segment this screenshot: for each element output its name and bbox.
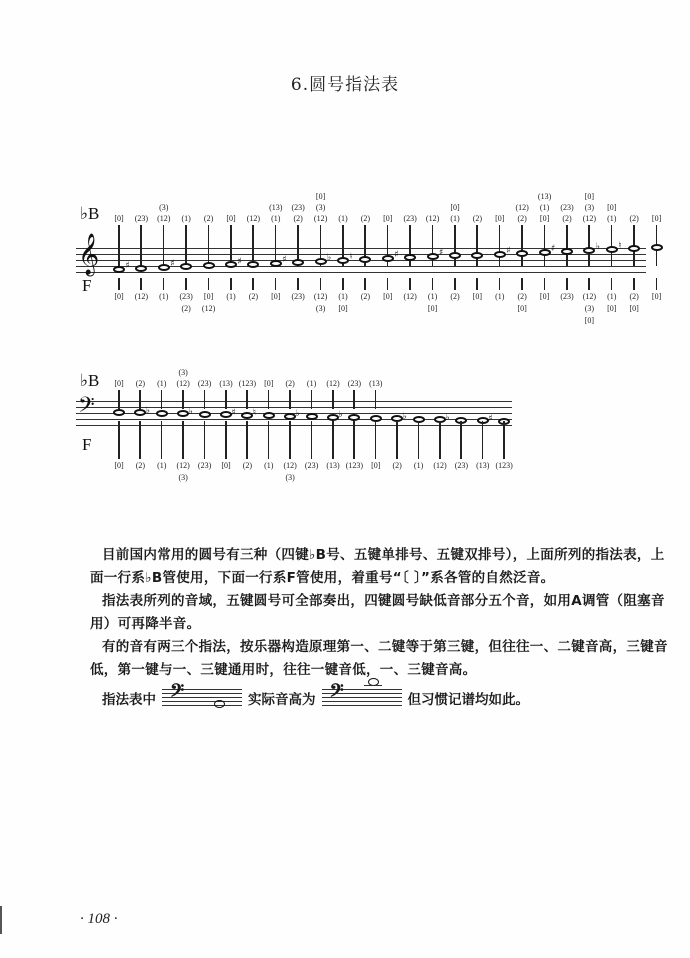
fingering-label-top: (2) xyxy=(629,214,639,223)
stem-bottom xyxy=(246,421,248,459)
fingering-label-bottom: (12) xyxy=(176,461,190,470)
whole-note-icon xyxy=(263,412,275,419)
whole-note-icon xyxy=(199,411,211,418)
paragraph-1: 目前国内常用的圆号有三种（四键♭B号、五键单排号、五键双排号），上面所列的指法表，上面一行系♭B管使用，下面一行系F管使用，着重号“〔 〕”系各管的自然泛音。 xyxy=(90,547,665,586)
stem-top xyxy=(332,390,334,409)
fingering-label-top: (12) xyxy=(313,214,328,223)
stem-bottom xyxy=(432,278,434,290)
stem-top xyxy=(118,390,120,409)
accidental-icon: ♯ xyxy=(125,261,130,271)
stem-bottom xyxy=(275,278,277,290)
stem-bottom xyxy=(139,421,141,459)
stem-top xyxy=(268,390,270,409)
whole-note-icon xyxy=(561,248,573,255)
fingering-label-top: (1) xyxy=(271,214,281,223)
whole-note-icon xyxy=(382,255,394,262)
fingering-label-top: (12) xyxy=(157,214,171,223)
key-label-bflat: ♭B xyxy=(80,371,100,390)
fingering-label-top: [0] xyxy=(315,192,326,201)
fingering-label-bottom: [0] xyxy=(383,292,393,301)
fingering-label-bottom: (1) xyxy=(226,292,236,301)
accidental-icon: ♯ xyxy=(282,255,287,265)
stem-bottom xyxy=(633,278,635,290)
fingering-chart-bass xyxy=(74,365,514,495)
stem-top xyxy=(225,390,227,409)
stem-bottom xyxy=(418,421,420,459)
stem-top xyxy=(588,225,590,266)
fingering-label-top: (3) xyxy=(315,203,326,212)
bass-clef-icon: 𝄢 xyxy=(170,681,185,706)
stem-bottom xyxy=(289,421,291,459)
whole-note-icon xyxy=(449,252,461,259)
fingering-label-top: (23) xyxy=(197,379,212,388)
fingering-label-top: (13) xyxy=(219,379,233,388)
fingering-label-top: (3) xyxy=(584,203,595,212)
accidental-icon: ♭ xyxy=(145,406,151,416)
accidental-icon: ♮ xyxy=(618,241,622,251)
page-title: 6.圆号指法表 xyxy=(290,75,400,95)
whole-note-icon xyxy=(315,258,327,265)
fingering-label-bottom: (12) xyxy=(313,292,328,301)
treble-clef-icon: 𝄞 xyxy=(78,234,100,275)
fingering-label-top: (13) xyxy=(369,379,383,388)
stem-top xyxy=(182,390,184,409)
fingering-label-top: (2) xyxy=(562,214,572,223)
fingering-label-bottom: (3) xyxy=(285,473,295,482)
fingering-label-top: (12) xyxy=(176,379,190,388)
stem-top xyxy=(566,225,568,266)
whole-note-icon xyxy=(651,244,663,251)
fingering-label-top: (123) xyxy=(238,379,257,388)
whole-note-icon xyxy=(225,261,237,268)
fingering-label-bottom: (3) xyxy=(315,304,326,313)
paragraph-3: 有的音有两三个指法，按乐器构造原理第一、二键等于第三键，但往往一、二键音高，三键音低，第一键与一、三键通用时，往往一键音低，一、三键音高。 xyxy=(90,639,668,678)
stem-bottom xyxy=(476,278,478,290)
stem-top xyxy=(353,390,355,409)
whole-note-icon xyxy=(494,251,506,258)
fingering-label-top: (1) xyxy=(539,203,550,212)
stem-bottom xyxy=(482,421,484,459)
whole-note-icon xyxy=(158,264,170,271)
fingering-label-bottom: (12) xyxy=(134,292,149,301)
accidental-icon: ♯ xyxy=(170,259,175,269)
accidental-icon: ♭ xyxy=(188,407,193,417)
fingering-label-bottom: [0] xyxy=(607,304,617,313)
accidental-icon: ♭ xyxy=(327,253,332,263)
stem-top xyxy=(118,225,120,266)
stem-top xyxy=(185,225,187,266)
accidental-icon: ♮ xyxy=(349,252,353,262)
accidental-icon: ♭ xyxy=(338,410,343,420)
example-text-1: 指法表中 xyxy=(102,692,156,708)
fingering-label-bottom: (123) xyxy=(495,461,513,470)
fingering-label-bottom: (2) xyxy=(392,461,402,470)
fingering-label-bottom: [0] xyxy=(114,461,124,470)
fingering-label-top: (12) xyxy=(246,214,261,223)
fingering-label-top: (23) xyxy=(347,379,362,388)
stem-top xyxy=(204,390,206,409)
fingering-label-bottom: [0] xyxy=(517,304,527,313)
fingering-label-bottom: (2) xyxy=(629,292,639,301)
fingering-label-top: (2) xyxy=(517,214,527,223)
body-text xyxy=(90,544,670,682)
stem-bottom xyxy=(208,278,210,290)
fingering-label-bottom: [0] xyxy=(629,304,639,313)
fingering-label-top: (12) xyxy=(326,379,340,388)
whole-note-icon xyxy=(113,266,125,273)
stem-bottom xyxy=(163,278,165,290)
stem-top xyxy=(454,225,456,266)
fingering-label-bottom: (1) xyxy=(338,292,348,301)
fingering-label-bottom: (2) xyxy=(360,292,371,301)
fingering-label-bottom: (1) xyxy=(495,292,505,301)
fingering-label-top: (12) xyxy=(425,214,440,223)
fingering-label-top: (23) xyxy=(560,203,574,212)
fingering-label-top: (12) xyxy=(515,203,529,212)
fingering-label-bottom: (23) xyxy=(179,292,193,301)
stem-bottom xyxy=(140,278,142,290)
accidental-icon: ♯ xyxy=(488,414,493,424)
stem-bottom xyxy=(588,278,590,290)
stem-bottom xyxy=(364,278,366,290)
fingering-label-top: (2) xyxy=(293,214,303,223)
stem-bottom xyxy=(342,278,344,290)
fingering-label-bottom: (23) xyxy=(291,292,305,301)
stem-bottom xyxy=(182,421,184,459)
stem-bottom xyxy=(387,278,389,290)
fingering-label-top: (2) xyxy=(135,379,146,388)
stem-top xyxy=(499,225,501,266)
stem-top xyxy=(476,225,478,266)
fingering-label-top: (2) xyxy=(285,379,295,388)
accidental-icon: ♯ xyxy=(551,244,556,254)
stem-bottom xyxy=(566,278,568,290)
stem-bottom xyxy=(656,278,658,290)
whole-note-icon xyxy=(606,246,618,253)
accidental-icon: ♯ xyxy=(237,257,242,267)
stem-top xyxy=(230,225,232,266)
fingering-label-bottom: (2) xyxy=(242,461,253,470)
accidental-icon: ♯ xyxy=(394,250,399,260)
ledger-line xyxy=(364,685,382,686)
fingering-label-top: (1) xyxy=(181,214,191,223)
stem-bottom xyxy=(225,421,227,459)
stem-top xyxy=(252,225,254,266)
fingering-label-bottom: (1) xyxy=(607,292,617,301)
stem-bottom xyxy=(611,278,613,290)
fingering-label-bottom: (23) xyxy=(197,461,212,470)
stem-bottom xyxy=(185,278,187,290)
stem-bottom xyxy=(521,278,523,290)
fingering-label-bottom: (2) xyxy=(135,461,146,470)
stem-bottom xyxy=(499,278,501,290)
whole-note-icon xyxy=(113,409,125,416)
fingering-label-bottom: (1) xyxy=(157,461,167,470)
key-label-f: F xyxy=(82,435,92,454)
fingering-label-top: [0] xyxy=(450,203,460,212)
stem-bottom xyxy=(454,278,456,290)
stem-bottom xyxy=(297,278,299,290)
whole-note-icon xyxy=(270,260,282,267)
fingering-label-top: (3) xyxy=(159,203,169,212)
fingering-label-bottom: (2) xyxy=(450,292,460,301)
fingering-label-bottom: (23) xyxy=(454,461,469,470)
fingering-label-top: [0] xyxy=(539,214,550,223)
fingering-label-top: [0] xyxy=(264,379,274,388)
stem-bottom xyxy=(396,421,398,459)
stem-top xyxy=(311,390,313,409)
fingering-label-bottom: (3) xyxy=(584,304,595,313)
whole-note-icon xyxy=(539,249,551,256)
fingering-label-bottom: (1) xyxy=(264,461,274,470)
stem-top xyxy=(161,390,163,409)
accidental-icon: ♭ xyxy=(295,409,300,419)
paragraph-2: 指法表所列的音域，五键圆号可全部奏出，四键圆号缺低音部分五个音，如用A调管（阻塞音用）可再降半音。 xyxy=(90,593,665,632)
fingering-label-top: (2) xyxy=(360,214,371,223)
fingering-label-top: [0] xyxy=(114,379,124,388)
notation-example xyxy=(102,683,529,713)
stem-bottom xyxy=(375,421,377,459)
stem-top xyxy=(289,390,291,409)
stem-bottom xyxy=(118,421,120,459)
stem-top xyxy=(375,390,377,409)
accidental-icon: ♯ xyxy=(506,246,511,256)
mini-staff-written xyxy=(162,681,242,709)
stem-bottom xyxy=(268,421,270,459)
example-text-3: 但习惯记谱均如此。 xyxy=(407,692,529,708)
fingering-label-top: [0] xyxy=(651,214,662,223)
stem-bottom xyxy=(409,278,411,290)
fingering-label-bottom: (1) xyxy=(159,292,169,301)
stem-bottom xyxy=(118,278,120,290)
fingering-label-bottom: (2) xyxy=(181,304,191,313)
stem-top xyxy=(246,390,248,409)
fingering-label-bottom: (123) xyxy=(345,461,364,470)
stem-bottom xyxy=(320,278,322,290)
fingering-label-top: [0] xyxy=(495,214,505,223)
fingering-label-bottom: [0] xyxy=(203,292,214,301)
stem-bottom xyxy=(439,421,441,459)
fingering-label-bottom: (2) xyxy=(248,292,259,301)
fingering-label-bottom: (12) xyxy=(201,304,216,313)
fingering-label-bottom: (3) xyxy=(178,473,188,482)
fingering-label-top: (2) xyxy=(472,214,483,223)
stem-bottom xyxy=(161,421,163,459)
fingering-label-bottom: (13) xyxy=(326,461,340,470)
fingering-label-bottom: [0] xyxy=(472,292,483,301)
whole-note-icon xyxy=(156,410,168,417)
fingering-label-bottom: (1) xyxy=(427,292,438,301)
fingering-label-top: [0] xyxy=(114,214,124,223)
stem-bottom xyxy=(332,421,334,459)
fingering-label-top: (13) xyxy=(537,192,552,201)
stem-bottom xyxy=(230,278,232,290)
stem-top xyxy=(208,225,210,266)
whole-note-icon xyxy=(327,414,339,421)
fingering-label-bottom: [0] xyxy=(427,304,438,313)
fingering-label-top: (1) xyxy=(306,379,317,388)
stem-bottom xyxy=(204,421,206,459)
fingering-label-bottom: (1) xyxy=(413,461,424,470)
fingering-label-top: (1) xyxy=(157,379,167,388)
accidental-icon: ♭ xyxy=(595,242,601,252)
whole-note-icon xyxy=(427,253,439,260)
fingering-label-top: [0] xyxy=(607,203,617,212)
accidental-icon: ♯ xyxy=(231,408,236,418)
stem-top xyxy=(163,225,165,266)
stem-bottom xyxy=(503,421,505,459)
stem-top xyxy=(140,225,142,266)
fingering-label-bottom: [0] xyxy=(651,292,662,301)
fingering-label-bottom: (12) xyxy=(403,292,417,301)
whole-note-icon xyxy=(220,411,232,418)
stem-top xyxy=(544,225,546,266)
stem-bottom xyxy=(311,421,313,459)
accidental-icon: ♯ xyxy=(439,248,444,258)
fingering-label-top: (23) xyxy=(291,203,305,212)
fingering-label-bottom: [0] xyxy=(539,292,550,301)
fingering-label-bottom: [0] xyxy=(371,461,381,470)
stem-top xyxy=(139,390,141,409)
fingering-label-top: (2) xyxy=(203,214,214,223)
fingering-label-bottom: (12) xyxy=(283,461,297,470)
bass-clef-icon: 𝄢 xyxy=(329,681,344,706)
mini-staff-actual xyxy=(322,681,402,709)
fingering-label-top: (23) xyxy=(134,214,149,223)
whole-note-icon xyxy=(337,257,349,264)
fingering-chart-treble xyxy=(74,180,662,330)
whole-note-icon xyxy=(203,262,215,269)
fingering-label-top: [0] xyxy=(584,192,595,201)
fingering-label-top: (13) xyxy=(269,203,283,212)
fingering-label-top: (1) xyxy=(338,214,348,223)
fingering-label-bottom: [0] xyxy=(221,461,231,470)
page-number: · 108 · xyxy=(80,911,118,927)
fingering-label-bottom: [0] xyxy=(338,304,348,313)
fingering-label-top: (12) xyxy=(582,214,597,223)
accidental-icon: ♮ xyxy=(252,408,257,418)
stem-bottom xyxy=(353,421,355,459)
fingering-label-bottom: [0] xyxy=(584,316,595,325)
bass-clef-icon: 𝄢 xyxy=(78,393,95,423)
stem-bottom xyxy=(460,421,462,459)
key-label-f: F xyxy=(82,276,92,295)
key-label-bflat: ♭B xyxy=(80,204,100,223)
fingering-label-bottom: (2) xyxy=(517,292,527,301)
fingering-label-bottom: (13) xyxy=(476,461,490,470)
whole-note-icon xyxy=(306,413,318,420)
fingering-label-top: (3) xyxy=(178,368,188,377)
whole-note-icon xyxy=(214,700,225,708)
fingering-label-bottom: (23) xyxy=(560,292,574,301)
fingering-label-top: [0] xyxy=(383,214,393,223)
stem-top xyxy=(521,225,523,266)
stem-bottom xyxy=(544,278,546,290)
stem-bottom xyxy=(252,278,254,290)
fingering-label-top: (1) xyxy=(607,214,617,223)
accidental-icon: ♭ xyxy=(445,413,450,423)
fingering-label-bottom: (12) xyxy=(433,461,447,470)
fingering-label-bottom: [0] xyxy=(271,292,281,301)
fingering-label-top: (23) xyxy=(403,214,417,223)
fingering-label-top: (1) xyxy=(450,214,460,223)
fingering-label-bottom: [0] xyxy=(114,292,124,301)
fingering-label-bottom: (12) xyxy=(582,292,597,301)
accidental-icon: ♭ xyxy=(402,412,407,422)
example-text-2: 实际音高为 xyxy=(248,692,316,708)
fingering-label-bottom: (23) xyxy=(304,461,319,470)
fingering-label-top: [0] xyxy=(226,214,236,223)
scan-edge-mark xyxy=(0,906,2,934)
